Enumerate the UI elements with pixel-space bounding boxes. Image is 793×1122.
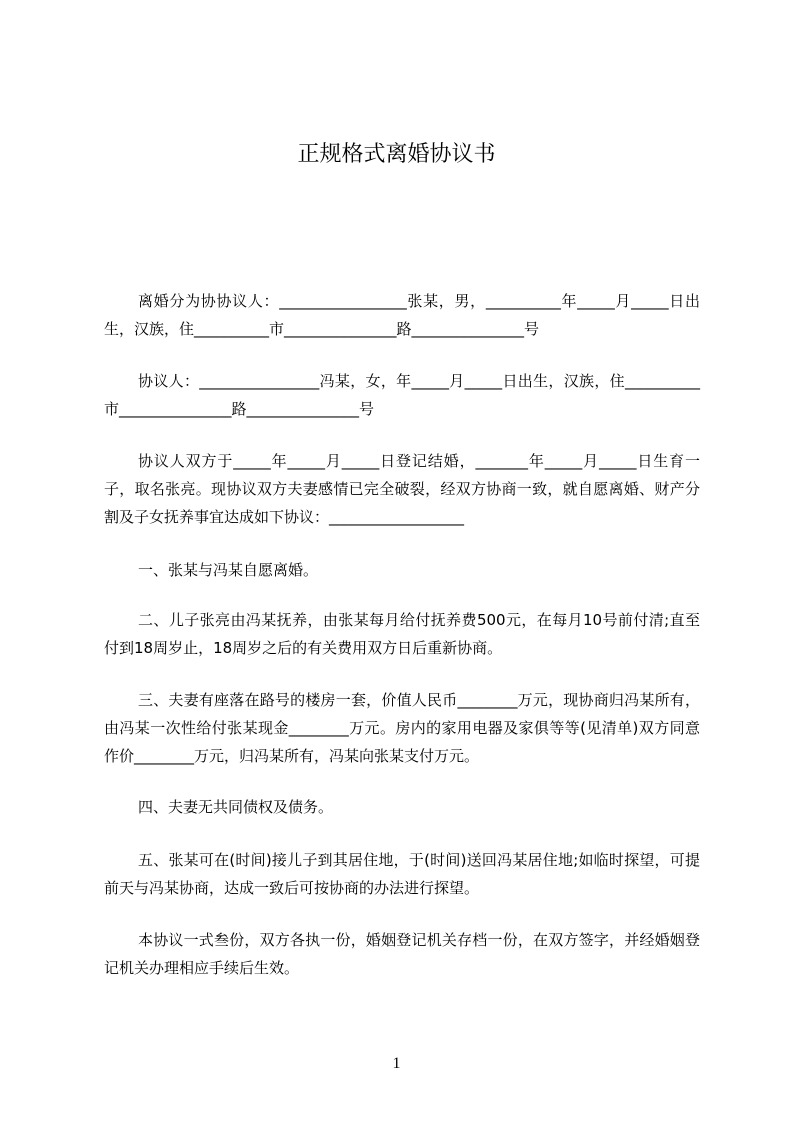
paragraph-party-one: 离婚分为协协议人：_________________张某，男，__________年_____月_____日出生，汉族，住__________市_______________路_______________号 (104, 292, 700, 338)
clause-3-property: 三、夫妻有座落在路号的楼房一套，价值人民币________万元，现协商归冯某所有，由冯某一次性给付张某现金________万元。房内的家用电器及家俱等等(见清单)双方同意作价________万元，归冯某所有，冯某向张某支付万元。 (104, 691, 700, 765)
clause-4-debts: 四、夫妻无共同债权及债务。 (138, 798, 334, 816)
clause-2-custody: 二、儿子张亮由冯某抚养，由张某每月给付抚养费500元，在每月10号前付清;直至付到18周岁止，18周岁之后的有关费用双方日后重新协商。 (104, 611, 700, 657)
paragraph-effectiveness: 本协议一式叁份，双方各执一份，婚姻登记机关存档一份，在双方签字，并经婚姻登记机关办理相应手续后生效。 (104, 931, 700, 977)
paragraph-preamble: 协议人双方于_____年_____月_____日登记结婚，_______年_____月_____日生育一子，取名张亮。现协议双方夫妻感情已完全破裂，经双方协商一致，就自愿离婚、财产分割及子女抚养事宜达成如下协议：__________________ (104, 452, 700, 526)
clause-1-divorce: 一、张某与冯某自愿离婚。 (138, 561, 319, 579)
document-title: 正规格式离婚协议书 (297, 142, 496, 167)
clause-5-visitation: 五、张某可在(时间)接儿子到其居住地，于(时间)送回冯某居住地;如临时探望，可提前天与冯某协商，达成一致后可按协商的办法进行探望。 (104, 851, 700, 897)
page-number: 1 (392, 1055, 401, 1072)
paragraph-party-two: 协议人：________________冯某，女，年_____月_____日出生，汉族，住__________市_______________路_______________号 (104, 372, 700, 418)
